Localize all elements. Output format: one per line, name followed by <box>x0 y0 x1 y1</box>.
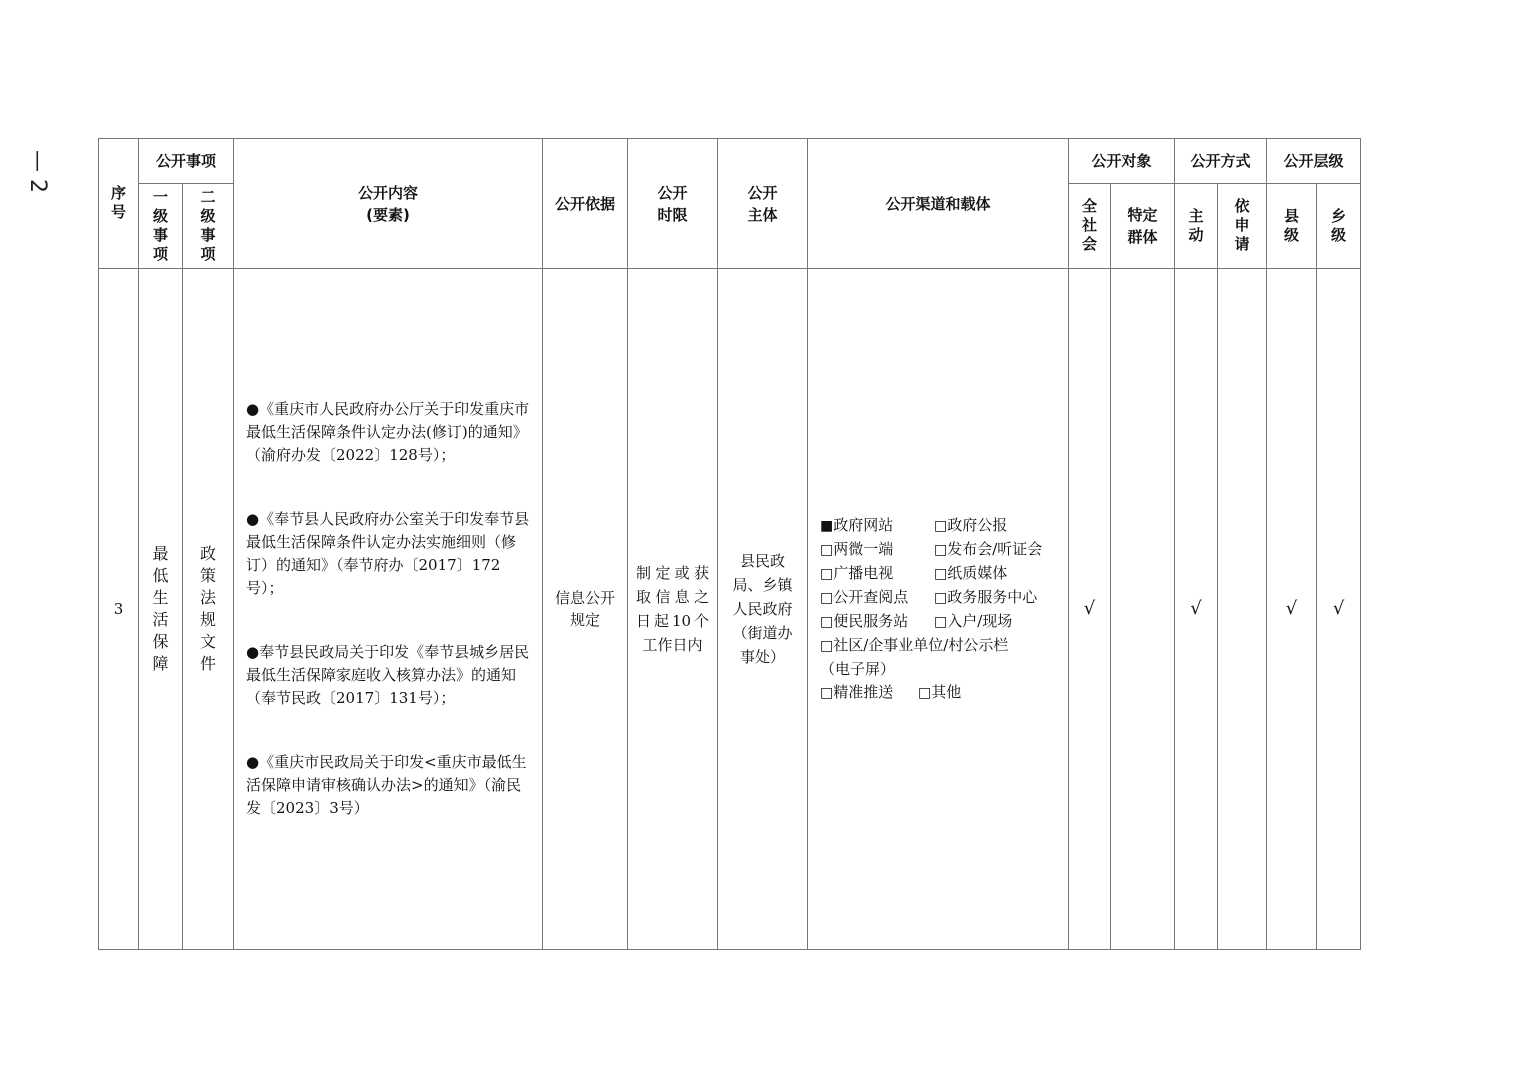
channel-press: □发布会/听证会 <box>934 539 1043 558</box>
header-object-group: 公开对象 <box>1069 139 1175 184</box>
header-level1: 一级事项 <box>139 184 183 269</box>
header-seq: 序号 <box>99 139 139 269</box>
checkbox-icon: □ <box>934 613 948 630</box>
header-method-group: 公开方式 <box>1175 139 1267 184</box>
cell-method-apply <box>1218 269 1267 950</box>
channel-push: □精准推送 <box>820 682 894 701</box>
header-method-active: 主动 <box>1175 184 1218 269</box>
page-number: — 2 <box>25 150 50 193</box>
cell-subject: 县民政局、乡镇人民政府（街道办事处） <box>718 269 808 950</box>
checkbox-icon: □ <box>820 565 834 582</box>
cell-time-limit: 制定或获取信息之日起10个工作日内 <box>628 269 718 950</box>
content-item: ●奉节县民政局关于印发《奉节县城乡居民最低生活保障家庭收入核算办法》的通知（奉节民政〔2017〕131号）； <box>246 643 530 707</box>
checkbox-icon: □ <box>934 541 948 558</box>
header-level-group: 公开层级 <box>1267 139 1361 184</box>
channel-reading: □公开查阅点 <box>820 587 909 606</box>
channel-bulletin: □社区/企事业单位/村公示栏 <box>820 635 1009 654</box>
channel-other: □其他 <box>918 682 962 701</box>
header-level2: 二级事项 <box>183 184 234 269</box>
cell-basis: 信息公开规定 <box>543 269 628 950</box>
header-level-town: 乡级 <box>1317 184 1361 269</box>
content-item: ●《奉节县人民政府办公室关于印发奉节县最低生活保障条件认定办法实施细则（修订）的通知》（奉节府办〔2017〕172号）； <box>246 510 530 597</box>
channel-gazette: □政府公报 <box>934 515 1008 534</box>
checkbox-icon: □ <box>820 684 834 701</box>
checkbox-icon: □ <box>820 541 834 558</box>
checkbox-icon: □ <box>820 589 834 606</box>
channel-convenience: □便民服务站 <box>820 611 909 630</box>
cell-method-active-check: √ <box>1175 269 1218 950</box>
channel-door: □入户/现场 <box>934 611 1013 630</box>
channel-paper: □纸质媒体 <box>934 563 1008 582</box>
cell-object-specific <box>1111 269 1175 950</box>
checkbox-icon: □ <box>918 684 932 701</box>
header-method-apply: 依申请 <box>1218 184 1267 269</box>
checkbox-icon: □ <box>934 589 948 606</box>
cell-content <box>234 269 543 950</box>
cell-object-all-check: √ <box>1069 269 1111 950</box>
header-subject: 公开 主体 <box>718 139 808 269</box>
checkbox-icon: □ <box>820 613 834 630</box>
content-item: ●《重庆市人民政府办公厅关于印发重庆市最低生活保障条件认定办法(修订)的通知》（渝府办发〔2022〕128号）； <box>246 400 530 464</box>
checkbox-icon: □ <box>934 565 948 582</box>
cell-level2: 政策法规文件 <box>183 269 234 950</box>
channel-wechat: □两微一端 <box>820 539 894 558</box>
checked-box-icon: ■ <box>820 517 834 534</box>
cell-channels <box>808 269 1069 950</box>
cell-level1: 最低生活保障 <box>139 269 183 950</box>
checkbox-icon: □ <box>820 637 834 654</box>
header-level-county: 县级 <box>1267 184 1317 269</box>
cell-level-town-check: √ <box>1317 269 1361 950</box>
content-item: ●《重庆市民政局关于印发<重庆市最低生活保障申请审核确认办法>的通知》（渝民发〔2023〕3号） <box>246 753 527 817</box>
channel-website: ■政府网站 <box>820 515 894 534</box>
cell-level-county-check: √ <box>1267 269 1317 950</box>
channel-bulletin-note: （电子屏） <box>820 659 896 678</box>
header-basis: 公开依据 <box>543 139 628 269</box>
channel-service-center: □政务服务中心 <box>934 587 1038 606</box>
header-channel: 公开渠道和载体 <box>808 139 1069 269</box>
checkbox-icon: □ <box>934 517 948 534</box>
header-content: 公开内容 (要素) <box>234 139 543 269</box>
header-object-all: 全社会 <box>1069 184 1111 269</box>
header-object-specific: 特定 群体 <box>1111 184 1175 269</box>
disclosure-table <box>98 138 1361 950</box>
header-items-group: 公开事项 <box>139 139 234 184</box>
channel-tv: □广播电视 <box>820 563 894 582</box>
cell-seq: 3 <box>99 269 139 950</box>
header-time-limit: 公开 时限 <box>628 139 718 269</box>
